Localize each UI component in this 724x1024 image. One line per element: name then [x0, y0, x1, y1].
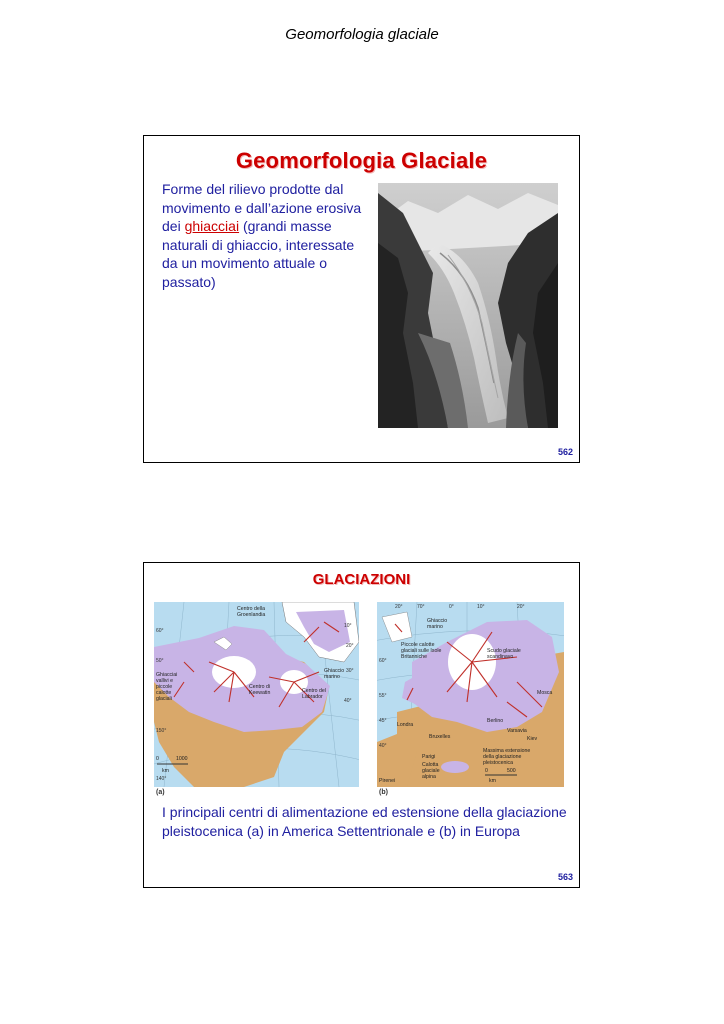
svg-text:vallivi e: vallivi e	[156, 678, 174, 684]
svg-text:0: 0	[156, 756, 159, 762]
europe-glaciation-map	[377, 602, 564, 787]
svg-text:della glaciazione: della glaciazione	[483, 754, 522, 760]
svg-text:40°: 40°	[344, 698, 352, 704]
svg-text:piccole: piccole	[156, 684, 173, 690]
svg-text:1000: 1000	[176, 756, 188, 762]
svg-text:glaciale: glaciale	[422, 768, 440, 774]
ghiacciai-link[interactable]: ghiacciai	[184, 218, 240, 234]
slide-562	[143, 135, 580, 463]
glacier-photo	[378, 183, 558, 428]
label-labrador: Centro del	[302, 688, 326, 694]
label-scandinavian: Scudo glaciale	[487, 648, 521, 654]
svg-text:scandinavo: scandinavo	[487, 654, 514, 660]
svg-text:10°: 10°	[344, 623, 352, 629]
label-greenland-center: Centro della	[237, 606, 265, 612]
svg-text:km: km	[162, 768, 169, 774]
label-sea-ice-b: Ghiaccio	[427, 618, 448, 624]
svg-text:55°: 55°	[379, 693, 387, 699]
svg-text:marino: marino	[324, 674, 340, 680]
slide-body-text	[162, 180, 362, 291]
svg-text:500: 500	[507, 768, 516, 774]
svg-text:50°: 50°	[156, 658, 164, 664]
svg-text:30°: 30°	[346, 668, 354, 674]
svg-text:0: 0	[485, 768, 488, 774]
svg-text:20°: 20°	[346, 643, 354, 649]
label-kiev: Kiev	[527, 736, 538, 742]
svg-text:0°: 0°	[449, 604, 454, 610]
slide-title: GLACIAZIONI	[312, 571, 411, 588]
slide-title: Geomorfologia Glaciale	[235, 148, 488, 173]
label-keewatin: Centro di	[249, 684, 271, 690]
svg-text:40°: 40°	[379, 743, 387, 749]
label-pyrenees: Pirenei	[379, 778, 396, 784]
map-a-label: (a)	[156, 789, 165, 796]
svg-text:140°: 140°	[156, 776, 167, 782]
map-b-label: (b)	[379, 789, 388, 796]
svg-text:20°: 20°	[395, 604, 403, 610]
svg-text:60°: 60°	[379, 658, 387, 664]
label-moscow: Mosca	[537, 690, 553, 696]
figure-caption: I principali centri di alimentazione ed estensione della glaciazione pleistocenica (a) in America Settentrionale e (b) in Europa	[162, 804, 567, 839]
svg-text:calotte: calotte	[156, 690, 172, 696]
label-alpine: Calotta	[422, 762, 439, 768]
svg-text:Keewatin: Keewatin	[249, 690, 271, 696]
svg-text:pleistocenica: pleistocenica	[483, 760, 513, 766]
label-london: Londra	[397, 722, 414, 728]
label-paris: Parigi	[422, 754, 436, 760]
svg-text:Britanniche: Britanniche	[401, 654, 427, 660]
label-berlin: Berlino	[487, 718, 504, 724]
label-brussels: Bruxelles	[429, 734, 451, 740]
svg-text:alpina: alpina	[422, 774, 436, 780]
body-text-start: Forme del rilievo prodotte dal movimento e dall’azione erosiva dei	[162, 181, 362, 234]
svg-text:20°: 20°	[517, 604, 525, 610]
svg-text:glaciali: glaciali	[156, 696, 172, 702]
svg-text:km: km	[489, 778, 496, 784]
label-sea-ice-a: Ghiaccio	[324, 668, 345, 674]
page-header: Geomorfologia glaciale	[285, 26, 439, 43]
north-america-glaciation-map	[154, 602, 359, 787]
svg-text:Groenlandia: Groenlandia	[237, 612, 266, 618]
svg-text:70°: 70°	[417, 604, 425, 610]
slide-number: 562	[557, 447, 573, 457]
label-british-isles: Piccole calotte	[401, 642, 435, 648]
svg-text:10°: 10°	[477, 604, 485, 610]
svg-text:glaciali sulle Isole: glaciali sulle Isole	[401, 648, 442, 654]
svg-text:150°: 150°	[156, 728, 167, 734]
svg-text:45°: 45°	[379, 718, 387, 724]
label-valley-glaciers: Ghiacciai	[156, 672, 178, 678]
body-text-end: (grandi masse naturali di ghiaccio, interessate da un movimento attuale o passato)	[162, 218, 355, 290]
label-max-extent: Massima estensione	[483, 748, 531, 754]
slide-number: 563	[557, 872, 573, 882]
svg-text:60°: 60°	[156, 628, 164, 634]
label-warsaw: Varsavia	[507, 728, 527, 734]
svg-text:marino: marino	[427, 624, 443, 630]
slide-563	[143, 562, 580, 888]
svg-text:Labrador: Labrador	[302, 694, 323, 700]
